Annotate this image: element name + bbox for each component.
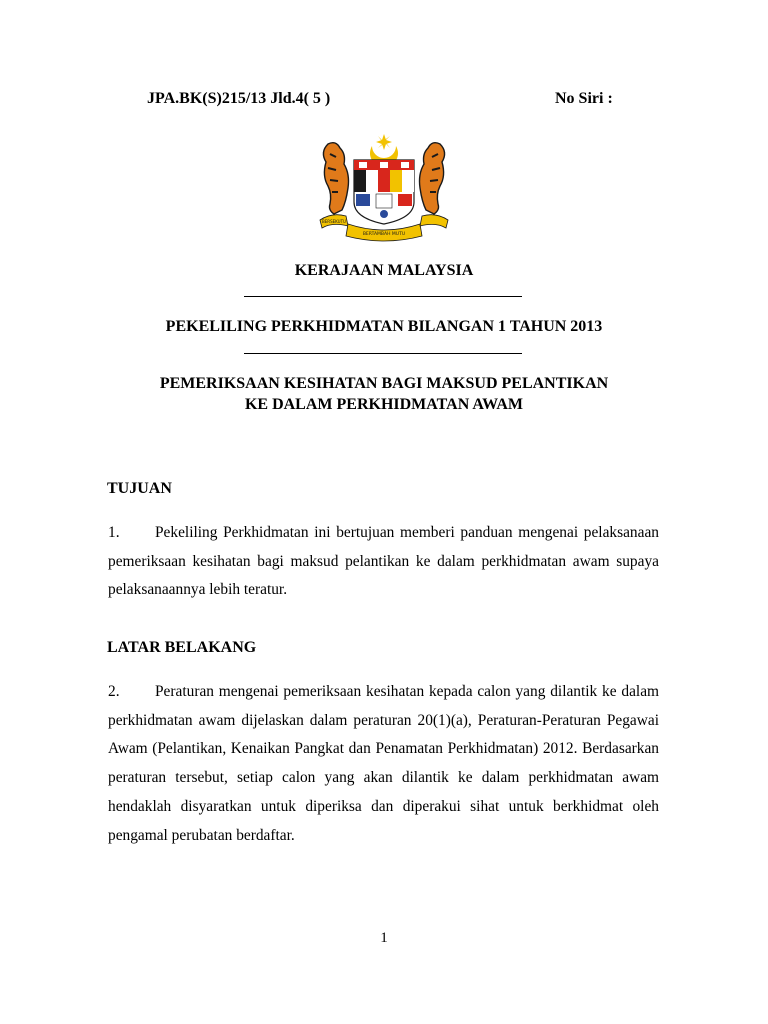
section-heading-latar-belakang: LATAR BELAKANG <box>107 639 257 656</box>
page-number: 1 <box>380 930 388 946</box>
title-divider <box>244 296 522 297</box>
ribbon-left-text: BERSEKUTU <box>322 219 346 224</box>
government-title: KERAJAAN MALAYSIA <box>294 262 474 279</box>
subject-line-2: KE DALAM PERKHIDMATAN AWAM <box>244 396 524 413</box>
malaysia-coat-of-arms-logo <box>312 132 456 242</box>
ribbon-motto-text: BERTAMBAH MUTU <box>362 232 406 237</box>
paragraph-text: Pekeliling Perkhidmatan ini bertujuan memberi panduan mengenai pelaksanaan pemeriksaan kesihatan bagi maksud pelantikan ke dalam perkhidmatan awam supaya pelaksanaannya lebih teratur. <box>108 524 659 599</box>
subject-line-1: PEMERIKSAAN KESIHATAN BAGI MAKSUD PELANTIKAN <box>159 375 609 392</box>
section-heading-tujuan: TUJUAN <box>107 480 172 497</box>
paragraph-number: 2. <box>108 683 120 700</box>
circular-title: PEKELILING PERKHIDMATAN BILANGAN 1 TAHUN 2013 <box>165 318 603 335</box>
serial-number-label: No Siri : <box>555 90 613 107</box>
circular-divider <box>244 353 522 354</box>
reference-number: JPA.BK(S)215/13 Jld.4( 5 ) <box>147 90 331 107</box>
paragraph-2 <box>108 678 659 850</box>
paragraph-text: Peraturan mengenai pemeriksaan kesihatan kepada calon yang dilantik ke dalam perkhidmatan awam dijelaskan dalam peraturan 20(1)(a), Peraturan-Peraturan Pegawai Awam (Pelantikan, Kenaikan Pangkat dan Penamatan Perkhidmatan) 2012. Berdasarkan peraturan tersebut, setiap calon yang akan dilantik ke dalam perkhidmatan awam hendaklah disyaratkan untuk diperiksa dan diperakui sihat untuk berkhidmat oleh pengamal perubatan berdaftar. <box>108 683 659 844</box>
paragraph-number: 1. <box>108 524 120 541</box>
paragraph-1 <box>108 519 659 605</box>
